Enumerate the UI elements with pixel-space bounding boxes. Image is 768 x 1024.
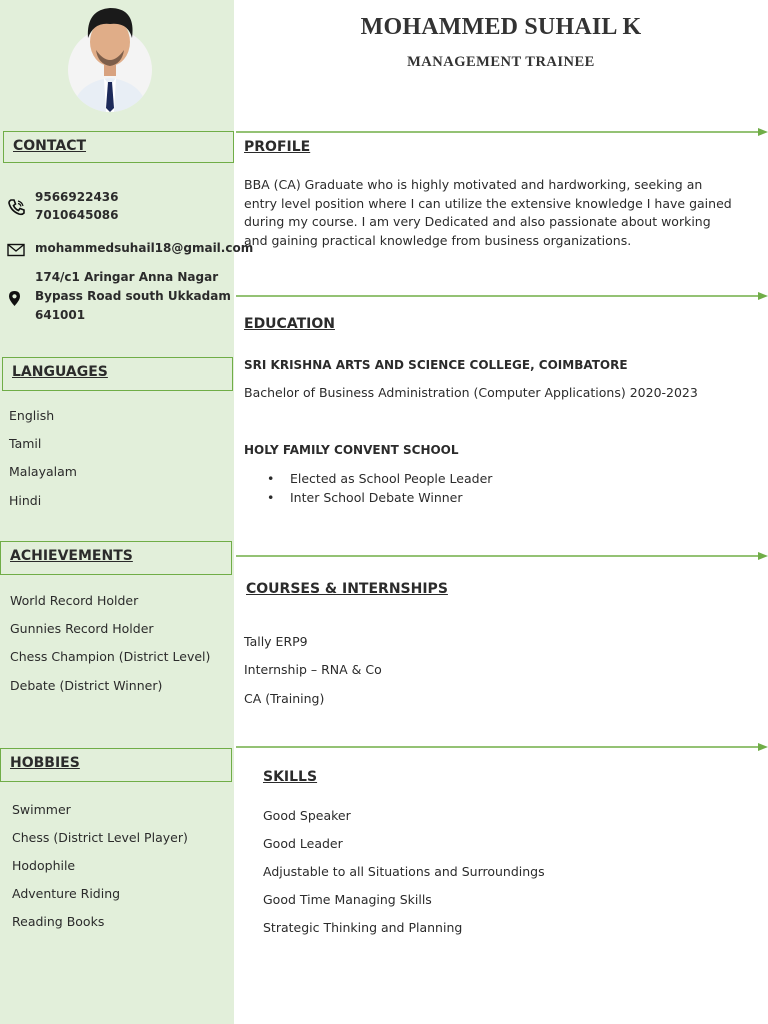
- hobbies-title: HOBBIES: [10, 755, 80, 771]
- phone-number-1: 9566922436: [35, 190, 119, 204]
- language-item: Hindi: [9, 493, 42, 508]
- hobby-item: Adventure Riding: [12, 886, 121, 901]
- hobby-item: Reading Books: [12, 914, 105, 929]
- achievement-item: Chess Champion (District Level): [10, 649, 211, 664]
- skills-heading: SKILLS: [263, 769, 318, 785]
- hobbies-section-header: [0, 748, 232, 782]
- school-point: • Elected as School People Leader: [267, 471, 493, 486]
- skill-item: Good Leader: [263, 836, 343, 851]
- languages-section-header: [2, 357, 233, 391]
- profile-heading: PROFILE: [244, 139, 311, 155]
- phone-icon: [8, 198, 26, 216]
- profile-photo: [66, 4, 154, 112]
- achievement-item: World Record Holder: [10, 593, 139, 608]
- address-line-1: 174/c1 Aringar Anna Nagar: [35, 270, 219, 284]
- skill-item: Strategic Thinking and Planning: [263, 920, 463, 935]
- hobby-item: Hodophile: [12, 858, 76, 873]
- section-divider-arrow: [236, 291, 768, 301]
- mail-icon: [7, 243, 25, 257]
- contact-section-header: [3, 131, 234, 163]
- degree-line: Bachelor of Business Administration (Computer Applications) 2020-2023: [244, 385, 698, 400]
- courses-heading: COURSES & INTERNSHIPS: [246, 581, 448, 597]
- hobby-item: Chess (District Level Player): [12, 830, 188, 845]
- hobby-item: Swimmer: [12, 802, 71, 817]
- skill-item: Good Speaker: [263, 808, 351, 823]
- course-item: Internship – RNA & Co: [244, 662, 382, 677]
- achievements-title: ACHIEVEMENTS: [10, 548, 133, 564]
- section-divider-arrow: [236, 742, 768, 752]
- candidate-name: MOHAMMED SUHAIL K: [360, 14, 642, 40]
- candidate-role: MANAGEMENT TRAINEE: [407, 54, 595, 70]
- skill-item: Adjustable to all Situations and Surroundings: [263, 864, 545, 879]
- address-line-3: 641001: [35, 308, 86, 322]
- course-item: Tally ERP9: [244, 634, 308, 649]
- contact-title: CONTACT: [13, 138, 87, 154]
- phone-number-2: 7010645086: [35, 208, 119, 222]
- section-divider-arrow: [236, 551, 768, 561]
- email-address[interactable]: mohammedsuhail18@gmail.com: [35, 241, 254, 255]
- skill-item: Good Time Managing Skills: [263, 892, 432, 907]
- achievement-item: Gunnies Record Holder: [10, 621, 154, 636]
- address-line-2: Bypass Road south Ukkadam: [35, 289, 231, 303]
- language-item: Tamil: [9, 436, 42, 451]
- language-item: Malayalam: [9, 464, 77, 479]
- location-pin-icon: [8, 290, 21, 307]
- achievement-item: Debate (District Winner): [10, 678, 163, 693]
- section-divider-arrow: [236, 127, 768, 137]
- college-name: SRI KRISHNA ARTS AND SCIENCE COLLEGE, COIMBATORE: [244, 358, 628, 372]
- education-heading: EDUCATION: [244, 316, 335, 332]
- language-item: English: [9, 408, 55, 423]
- school-name: HOLY FAMILY CONVENT SCHOOL: [244, 443, 459, 457]
- course-item: CA (Training): [244, 691, 325, 706]
- achievements-section-header: [0, 541, 232, 575]
- profile-summary: BBA (CA) Graduate who is highly motivated and hardworking, seeking an entry level position where I can utilize the extensive knowledge I have gained during my course. I am very Dedicated and also passionate about working and gaining practical knowledge from business organizations.: [244, 177, 732, 248]
- school-point: • Inter School Debate Winner: [267, 490, 463, 505]
- languages-title: LANGUAGES: [12, 364, 108, 380]
